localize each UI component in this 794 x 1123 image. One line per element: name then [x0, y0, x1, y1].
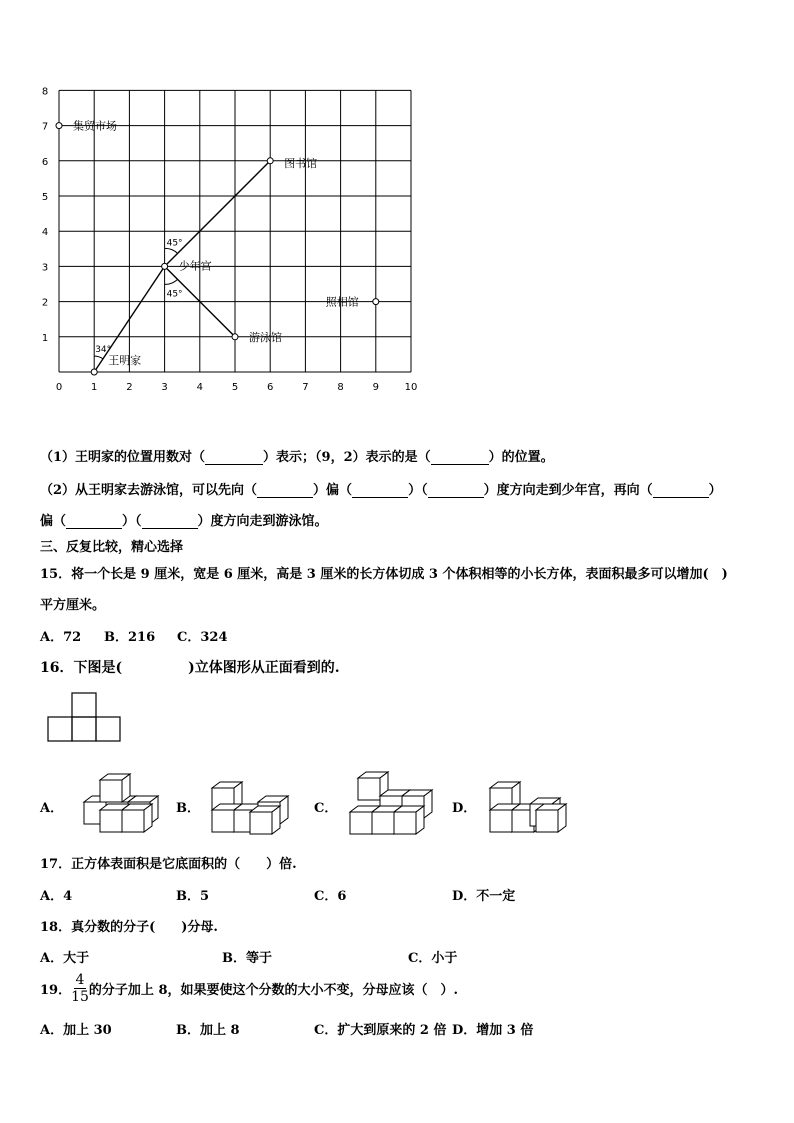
- location-point: [267, 158, 273, 164]
- q18-text: 18．真分数的分子( )分母.: [40, 920, 218, 935]
- x-tick-label: 1: [91, 382, 98, 393]
- q16-text-a: 16．下图是(: [40, 660, 123, 676]
- angle-label: 45°: [166, 238, 183, 249]
- q14-2b-text-c: ）度方向走到游泳馆。: [197, 514, 328, 529]
- location-label: 图书馆: [284, 156, 318, 170]
- q17-option-a[interactable]: A．4: [40, 889, 73, 904]
- q16-option-a-figure[interactable]: [70, 770, 166, 836]
- q15-option-b[interactable]: B．216: [104, 630, 156, 645]
- x-tick-label: 8: [337, 382, 344, 393]
- cube: [100, 774, 130, 802]
- q16-text-b: )立体图形从正面看到的.: [188, 660, 340, 676]
- q14-1-text-a: （1）王明家的位置用数对（: [40, 450, 206, 465]
- q18-option-a[interactable]: A．大于: [40, 951, 90, 966]
- q16-text: [40, 657, 340, 677]
- q15-option-c[interactable]: C．324: [177, 630, 228, 645]
- location-label: 游泳馆: [249, 330, 282, 344]
- y-tick-label: 4: [41, 227, 49, 239]
- grid-lines: [59, 90, 411, 372]
- answer-blank[interactable]: [431, 450, 489, 465]
- y-tick-label: 2: [41, 297, 49, 309]
- angle-arc: [165, 279, 178, 284]
- q14-part2-cont: [40, 510, 328, 529]
- x-tick-label: 2: [126, 382, 133, 393]
- answer-blank[interactable]: [142, 514, 198, 529]
- q14-2b-text-b: ）（: [122, 514, 142, 529]
- front-view-figure: [46, 690, 126, 746]
- x-tick-label: 4: [196, 382, 203, 393]
- q15-text-line1: 15．将一个长是 9 厘米，宽是 6 厘米，高是 3 厘米的长方体切成 3 个体积相等的小长方体，表面积最多可以增加( ): [40, 567, 728, 582]
- cube: [536, 804, 566, 832]
- angle-arc: [165, 248, 178, 253]
- q16-option-b[interactable]: B．: [176, 801, 200, 816]
- y-tick-label: 5: [41, 192, 49, 203]
- x-tick-label: 10: [404, 382, 418, 393]
- q18-option-b[interactable]: B．等于: [222, 951, 272, 966]
- cube: [122, 804, 152, 832]
- y-tick-label: 8: [41, 86, 49, 98]
- angle-arc: [94, 356, 103, 359]
- y-tick-label: 1: [41, 332, 49, 344]
- x-tick-label: 7: [302, 382, 309, 393]
- q14-2-text-b: ）偏（: [313, 483, 353, 498]
- q16-option-b-figure[interactable]: [206, 770, 302, 836]
- angle-marks: [94, 238, 182, 359]
- location-label: 少年宫: [178, 259, 212, 273]
- route-segment: [165, 161, 271, 267]
- y-tick-label: 6: [41, 156, 49, 168]
- q16-option-c[interactable]: C．: [314, 801, 338, 816]
- q19-option-c[interactable]: C．扩大到原来的 2 倍: [314, 1023, 447, 1038]
- q16-option-d[interactable]: D．: [452, 801, 477, 816]
- answer-blank[interactable]: [428, 483, 484, 498]
- location-point: [162, 263, 168, 269]
- q16-option-c-figure[interactable]: [344, 770, 444, 836]
- q14-2-text-d: ）度方向走到少年宫，再向（: [483, 483, 653, 498]
- location-point: [232, 334, 238, 340]
- q14-2-text-c: ）（: [408, 483, 428, 498]
- x-tick-label: 5: [231, 382, 239, 393]
- q16-option-a[interactable]: A．: [40, 801, 64, 816]
- q19-option-b[interactable]: B．加上 8: [176, 1023, 240, 1038]
- location-label: 集贸市场: [73, 119, 117, 133]
- q14-2b-text-a: 偏（: [40, 514, 67, 529]
- q16-option-d-figure[interactable]: [484, 770, 580, 836]
- q15-option-a[interactable]: A．72: [40, 630, 82, 645]
- location-point: [373, 299, 379, 305]
- q17-option-c[interactable]: C．6: [314, 889, 347, 904]
- answer-blank[interactable]: [257, 483, 313, 498]
- q14-2-text-e: ）: [708, 483, 722, 498]
- q14-part1: [40, 446, 554, 465]
- y-tick-label: 7: [41, 121, 49, 133]
- answer-blank[interactable]: [653, 483, 709, 498]
- fraction-numerator: 4: [75, 972, 85, 988]
- q19-text-body: 的分子加上 8，如果要使这个分数的大小不变，分母应该（ ）.: [88, 983, 459, 998]
- fraction: [71, 972, 89, 1005]
- q18-option-c[interactable]: C．小于: [408, 951, 458, 966]
- q14-1-text-b: ）表示；（9，2）表示的是（: [263, 450, 431, 465]
- location-label: 王明家: [108, 354, 142, 367]
- x-tick-label: 6: [267, 382, 274, 393]
- q17-text: 17．正方体表面积是它底面积的（ ）倍.: [40, 857, 297, 872]
- x-tick-label: 3: [161, 382, 168, 393]
- answer-blank[interactable]: [205, 450, 263, 465]
- x-tick-label: 9: [372, 382, 379, 393]
- q19-option-d[interactable]: D．增加 3 倍: [452, 1023, 534, 1038]
- location-label: 照相馆: [325, 295, 359, 309]
- q14-2-text-a: （2）从王明家去游泳馆，可以先向（: [40, 483, 258, 498]
- angle-label: 34°: [95, 345, 112, 355]
- location-point: [91, 369, 97, 375]
- answer-blank[interactable]: [352, 483, 408, 498]
- q19-text: [40, 972, 458, 1005]
- q17-option-b[interactable]: B．5: [176, 889, 210, 904]
- section-heading: 三、反复比较，精心选择: [40, 540, 184, 555]
- q19-prefix: 19．: [40, 983, 72, 998]
- q19-option-a[interactable]: A．加上 30: [40, 1023, 112, 1038]
- answer-blank[interactable]: [66, 514, 122, 529]
- location-point: [56, 123, 62, 129]
- grid-map: [30, 80, 430, 400]
- q15-text-line2: 平方厘米。: [40, 598, 106, 613]
- q17-option-d[interactable]: D．不一定: [452, 889, 516, 904]
- q14-1-text-c: ）的位置。: [488, 450, 554, 465]
- q14-part2: [40, 479, 722, 498]
- y-tick-label: 3: [41, 262, 49, 274]
- cube: [250, 806, 280, 834]
- cube: [394, 806, 424, 834]
- fraction-denominator: 15: [71, 989, 89, 1005]
- x-tick-label: 0: [55, 382, 63, 393]
- angle-label: 45°: [166, 289, 183, 300]
